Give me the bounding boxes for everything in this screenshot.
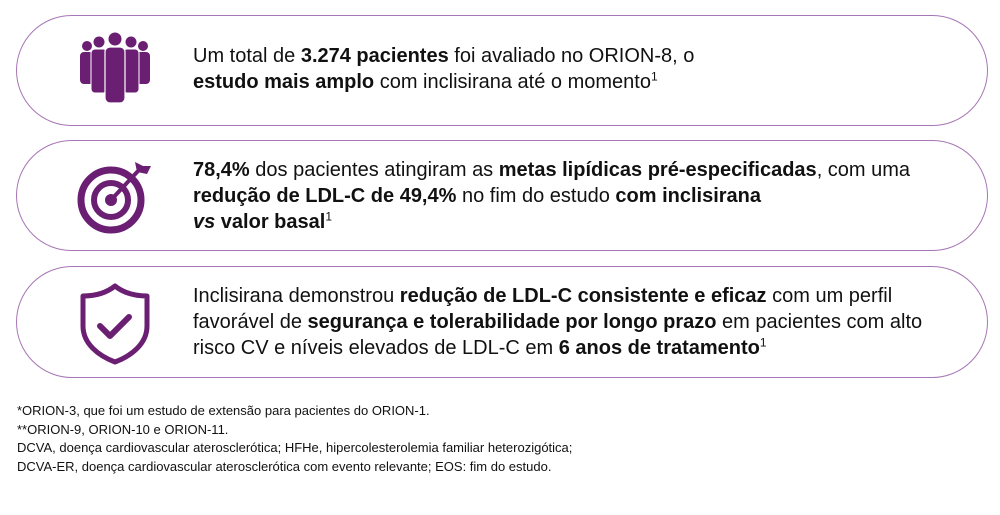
people-group-icon (77, 32, 153, 108)
info-card-safety (16, 266, 988, 378)
card-text: Um total de 3.274 pacientes foi avaliado no ORION-8, o estudo mais amplo com inclisirana até o momento$^1$ (193, 45, 695, 93)
card-text: 78,4% dos pacientes atingiram as metas lipídicas pré-especificadas, com uma redução de LDL-C de 49,4% no fim do estudo com inclisirana vs valor basal$^1$ (193, 159, 911, 233)
shield-check-icon (77, 282, 153, 366)
info-card-patients (16, 15, 988, 126)
info-card-ldl-goals (16, 140, 988, 251)
target-arrow-icon (77, 158, 153, 234)
card-text: Inclisirana demonstrou redução de LDL-C consistente e eficaz com um perfil favorável de segurança e tolerabilidade por longo prazo em pacientes com alto risco CV e níveis elevados de LDL-C em 6 anos de tratamento$^1$ (193, 285, 923, 359)
footnote: DCVA, doença cardiovascular aterosclerótica; HFHe, hipercolesterolemia familiar heterozigótica; (17, 440, 573, 455)
footnote: **ORION-9, ORION-10 e ORION-11. (17, 421, 229, 437)
footnote: DCVA-ER, doença cardiovascular aterosclerótica com evento relevante; EOS: fim do estudo. (17, 458, 552, 474)
footnotes (17, 402, 572, 476)
footnote: *ORION-3, que foi um estudo de extensão para pacientes do ORION-1. (17, 403, 430, 418)
